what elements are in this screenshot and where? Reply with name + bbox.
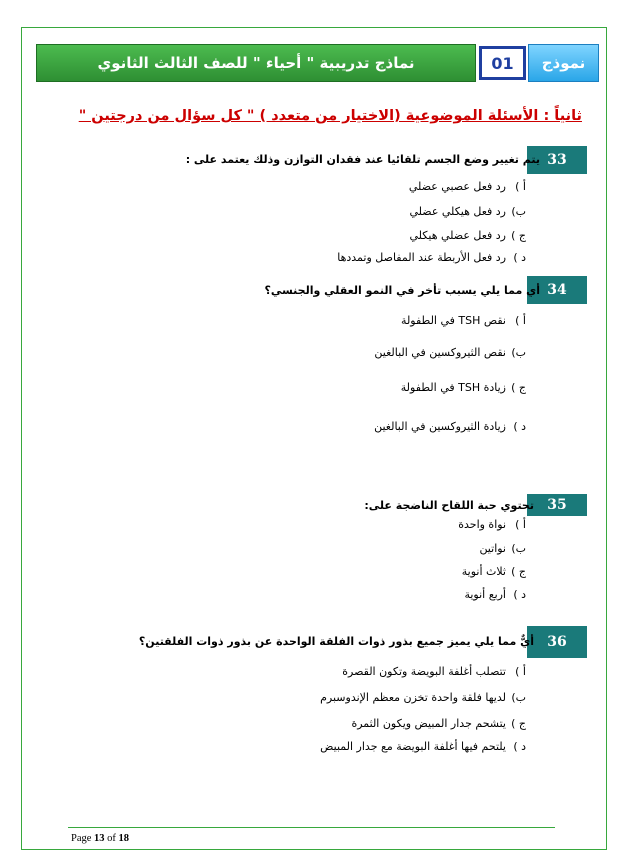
section-title: ثانياً : الأسئلة الموضوعية (الاختيار من متعدد ) " كل سؤال من درجتين " xyxy=(78,108,582,124)
option-text: نقص الثيروكسين في البالغين xyxy=(374,346,506,359)
option-text: رد فعل عضلي هيكلي xyxy=(409,229,506,242)
option-text: ثلاث أنوية xyxy=(461,565,506,578)
question-36-option-a[interactable]: أ )تتصلب أغلفة البويضة وتكون القصرة xyxy=(342,665,526,678)
question-35-option-a[interactable]: أ )نواة واحدة xyxy=(458,518,526,531)
question-36-option-c[interactable]: ج )يتشحم جدار المبيض ويكون الثمرة xyxy=(351,717,526,730)
footer-divider xyxy=(68,827,555,828)
option-text: تتصلب أغلفة البويضة وتكون القصرة xyxy=(342,665,506,678)
question-number-34: 34 xyxy=(527,276,587,304)
option-text: أربع أنوية xyxy=(464,588,506,601)
footer-page-word: Page xyxy=(71,833,92,844)
question-text-35: تحتوي حبة اللقاح الناضجة على: xyxy=(364,499,534,512)
option-text: زيادة الثيروكسين في البالغين xyxy=(374,420,506,433)
question-35-option-d[interactable]: د )أربع أنوية xyxy=(464,588,526,601)
option-text: زيادة TSH في الطفولة xyxy=(400,381,506,394)
question-number-35: 35 xyxy=(527,494,587,516)
option-text: يتشحم جدار المبيض ويكون الثمرة xyxy=(351,717,506,730)
option-text: لديها فلقة واحدة تخزن معظم الإندوسبرم xyxy=(320,691,506,704)
question-34-option-b[interactable]: ب)نقص الثيروكسين في البالغين xyxy=(374,346,526,359)
question-text-36: أيٌّ مما يلي يميز جميع بذور ذوات الفلقة الواحدة عن بذور ذوات الفلقتين؟ xyxy=(138,635,534,648)
option-text: نواة واحدة xyxy=(458,518,506,531)
footer-current-page: 13 xyxy=(94,833,105,844)
question-35-option-b[interactable]: ب)نواتين xyxy=(479,542,526,555)
question-36-option-d[interactable]: د )يلتحم فيها أغلفة البويضة مع جدار المبيض xyxy=(320,740,526,753)
question-36-option-b[interactable]: ب)لديها فلقة واحدة تخزن معظم الإندوسبرم xyxy=(320,691,526,704)
question-number-36: 36 xyxy=(527,626,587,658)
header-model-number: 01 xyxy=(479,46,526,80)
option-text: رد فعل عصبي عضلي xyxy=(408,180,506,193)
option-text: نقص TSH في الطفولة xyxy=(401,314,506,327)
question-34-option-a[interactable]: أ )نقص TSH في الطفولة xyxy=(401,314,526,327)
question-33-option-d[interactable]: د )رد فعل الأربطة عند المفاصل وتمددها xyxy=(337,251,526,264)
header-title: نماذج تدريبية " أحياء " للصف الثالث الثانوي xyxy=(36,44,476,82)
option-text: رد فعل الأربطة عند المفاصل وتمددها xyxy=(337,251,506,264)
question-text-33: يتم تغيير وضع الجسم تلقائيا عند فقدان التوازن وذلك يعتمد على : xyxy=(185,153,540,166)
question-33-option-c[interactable]: ج )رد فعل عضلي هيكلي xyxy=(409,229,526,242)
page-footer xyxy=(71,833,129,844)
question-number-33: 33 xyxy=(527,146,587,174)
question-text-34: أي مما يلي يسبب تأخر في النمو العقلي والجنسي؟ xyxy=(264,284,540,297)
page-header xyxy=(36,44,599,82)
option-text: نواتين xyxy=(479,542,506,555)
footer-total-pages: 18 xyxy=(118,833,130,844)
question-33-option-b[interactable]: ب)رد فعل هيكلي عضلي xyxy=(409,205,526,218)
option-text: يلتحم فيها أغلفة البويضة مع جدار المبيض xyxy=(320,740,506,753)
footer-of-word: of xyxy=(107,833,116,844)
question-35-option-c[interactable]: ج )ثلاث أنوية xyxy=(461,565,526,578)
question-34-option-c[interactable]: ج )زيادة TSH في الطفولة xyxy=(400,381,526,394)
question-33-option-a[interactable]: أ )رد فعل عصبي عضلي xyxy=(408,180,526,193)
option-text: رد فعل هيكلي عضلي xyxy=(409,205,506,218)
question-34-option-d[interactable]: د )زيادة الثيروكسين في البالغين xyxy=(374,420,526,433)
header-model-label: نموذج xyxy=(528,44,599,82)
